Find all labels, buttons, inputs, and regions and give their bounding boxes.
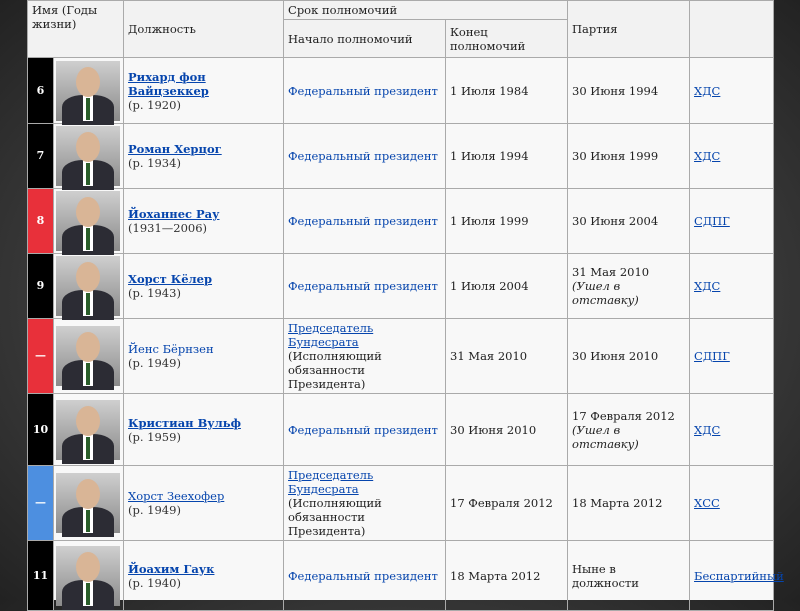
party-link[interactable]: Беспартийный <box>694 568 784 583</box>
start-date: 17 Февраля 2012 <box>446 466 568 541</box>
presidents-table <box>27 0 784 611</box>
start-date: 30 Июня 2010 <box>446 394 568 466</box>
person-years: (р. 1934) <box>128 156 181 170</box>
table-row <box>28 466 774 541</box>
position-link[interactable]: Федеральный президент <box>288 568 438 583</box>
end-note: (Ушел в отставку) <box>572 279 639 307</box>
position-cell <box>284 394 446 466</box>
position-link[interactable]: Председатель Бундесрата <box>288 321 374 349</box>
person-cell <box>124 124 284 189</box>
end-date: 30 Июня 1999 <box>568 124 690 189</box>
portrait-photo <box>54 189 124 254</box>
start-date: 1 Июля 1999 <box>446 189 568 254</box>
party-cell <box>690 189 774 254</box>
row-number: 7 <box>28 124 54 189</box>
table-row <box>28 394 774 466</box>
end-date: 30 Июня 1994 <box>568 58 690 124</box>
row-number: 6 <box>28 58 54 124</box>
person-cell <box>124 466 284 541</box>
position-cell <box>284 319 446 394</box>
end-date: 30 Июня 2004 <box>568 189 690 254</box>
party-link[interactable]: ХДС <box>694 83 721 98</box>
party-cell <box>690 254 774 319</box>
party-cell <box>690 394 774 466</box>
end-date: 30 Июня 2010 <box>568 319 690 394</box>
position-link[interactable]: Федеральный президент <box>288 279 438 293</box>
position-cell <box>284 254 446 319</box>
table-row <box>28 58 774 124</box>
person-name-link[interactable]: Хорст Зеехофер <box>128 489 225 503</box>
header-position: Должность <box>124 1 284 58</box>
start-date: 1 Июля 2004 <box>446 254 568 319</box>
header-name: Имя (Годы жизни) <box>28 1 124 58</box>
person-cell <box>124 394 284 466</box>
person-years: (р. 1940) <box>128 575 181 590</box>
table-row <box>28 254 774 319</box>
position-link[interactable]: Председатель Бундесрата <box>288 468 374 496</box>
end-note: (Ушел в отставку) <box>572 422 639 451</box>
table-row <box>28 319 774 394</box>
person-name-link[interactable]: Рихард фон Вайцзеккер <box>128 69 209 98</box>
header-start: Начало полномочий <box>284 20 446 58</box>
party-link[interactable]: ХДС <box>694 149 721 163</box>
person-years: (р. 1920) <box>128 97 181 112</box>
party-cell <box>690 58 774 124</box>
position-cell <box>284 58 446 124</box>
header-party: Партия <box>568 1 690 58</box>
party-cell <box>690 124 774 189</box>
party-link[interactable]: СДПГ <box>694 214 730 228</box>
position-note: (Исполняющий обязанности Президента) <box>288 349 382 391</box>
person-cell <box>124 254 284 319</box>
person-years: (р. 1949) <box>128 356 181 370</box>
person-cell <box>124 541 284 611</box>
portrait-photo <box>54 58 124 124</box>
person-years: (р. 1943) <box>128 286 181 300</box>
person-years: (1931—2006) <box>128 221 208 235</box>
row-number: 10 <box>28 394 54 466</box>
row-number: — <box>28 466 54 541</box>
person-years: (р. 1949) <box>128 503 181 517</box>
end-date: 31 Мая 2010 (Ушел в отставку) <box>568 254 690 319</box>
portrait-photo <box>54 319 124 394</box>
position-cell <box>284 466 446 541</box>
person-years: (р. 1959) <box>128 429 181 444</box>
header-empty <box>690 1 774 58</box>
start-date: 18 Марта 2012 <box>446 541 568 611</box>
position-link[interactable]: Федеральный президент <box>288 83 438 98</box>
position-cell <box>284 124 446 189</box>
person-cell <box>124 319 284 394</box>
person-name-link[interactable]: Йоханнес Рау <box>128 207 220 221</box>
position-cell <box>284 541 446 611</box>
party-link[interactable]: ХДС <box>694 279 721 293</box>
position-link[interactable]: Федеральный президент <box>288 149 438 163</box>
position-note: (Исполняющий обязанности Президента) <box>288 496 382 538</box>
person-name-link[interactable]: Йоахим Гаук <box>128 561 215 576</box>
start-date: 1 Июля 1984 <box>446 58 568 124</box>
party-link[interactable]: ХСС <box>694 496 720 510</box>
table-row <box>28 541 774 611</box>
header-term: Срок полномочий <box>284 1 568 20</box>
portrait-photo <box>54 466 124 541</box>
row-number: 9 <box>28 254 54 319</box>
party-cell <box>690 319 774 394</box>
position-link[interactable]: Федеральный президент <box>288 214 438 228</box>
end-date: Ныне в должности <box>568 541 690 611</box>
person-name-link[interactable]: Роман Херцог <box>128 142 222 156</box>
party-cell <box>690 466 774 541</box>
position-link[interactable]: Федеральный президент <box>288 422 438 437</box>
table-row <box>28 124 774 189</box>
row-number: — <box>28 319 54 394</box>
table-row <box>28 189 774 254</box>
portrait-photo <box>54 394 124 466</box>
portrait-photo <box>54 254 124 319</box>
portrait-photo <box>54 541 124 611</box>
portrait-photo <box>54 124 124 189</box>
row-number: 11 <box>28 541 54 611</box>
start-date: 31 Мая 2010 <box>446 319 568 394</box>
person-name-link[interactable]: Хорст Кёлер <box>128 272 213 286</box>
person-cell <box>124 58 284 124</box>
presidents-table-container <box>27 0 784 600</box>
end-date: 17 Февраля 2012 (Ушел в отставку) <box>568 394 690 466</box>
party-link[interactable]: СДПГ <box>694 349 730 363</box>
person-cell <box>124 189 284 254</box>
party-cell <box>690 541 784 611</box>
person-name-link[interactable]: Йенс Бёрнзен <box>128 342 214 356</box>
position-cell <box>284 189 446 254</box>
party-link[interactable]: ХДС <box>694 422 721 437</box>
header-end: Конец полномочий <box>446 20 568 58</box>
end-date: 18 Марта 2012 <box>568 466 690 541</box>
row-number: 8 <box>28 189 54 254</box>
start-date: 1 Июля 1994 <box>446 124 568 189</box>
person-name-link[interactable]: Кристиан Вульф <box>128 415 241 430</box>
